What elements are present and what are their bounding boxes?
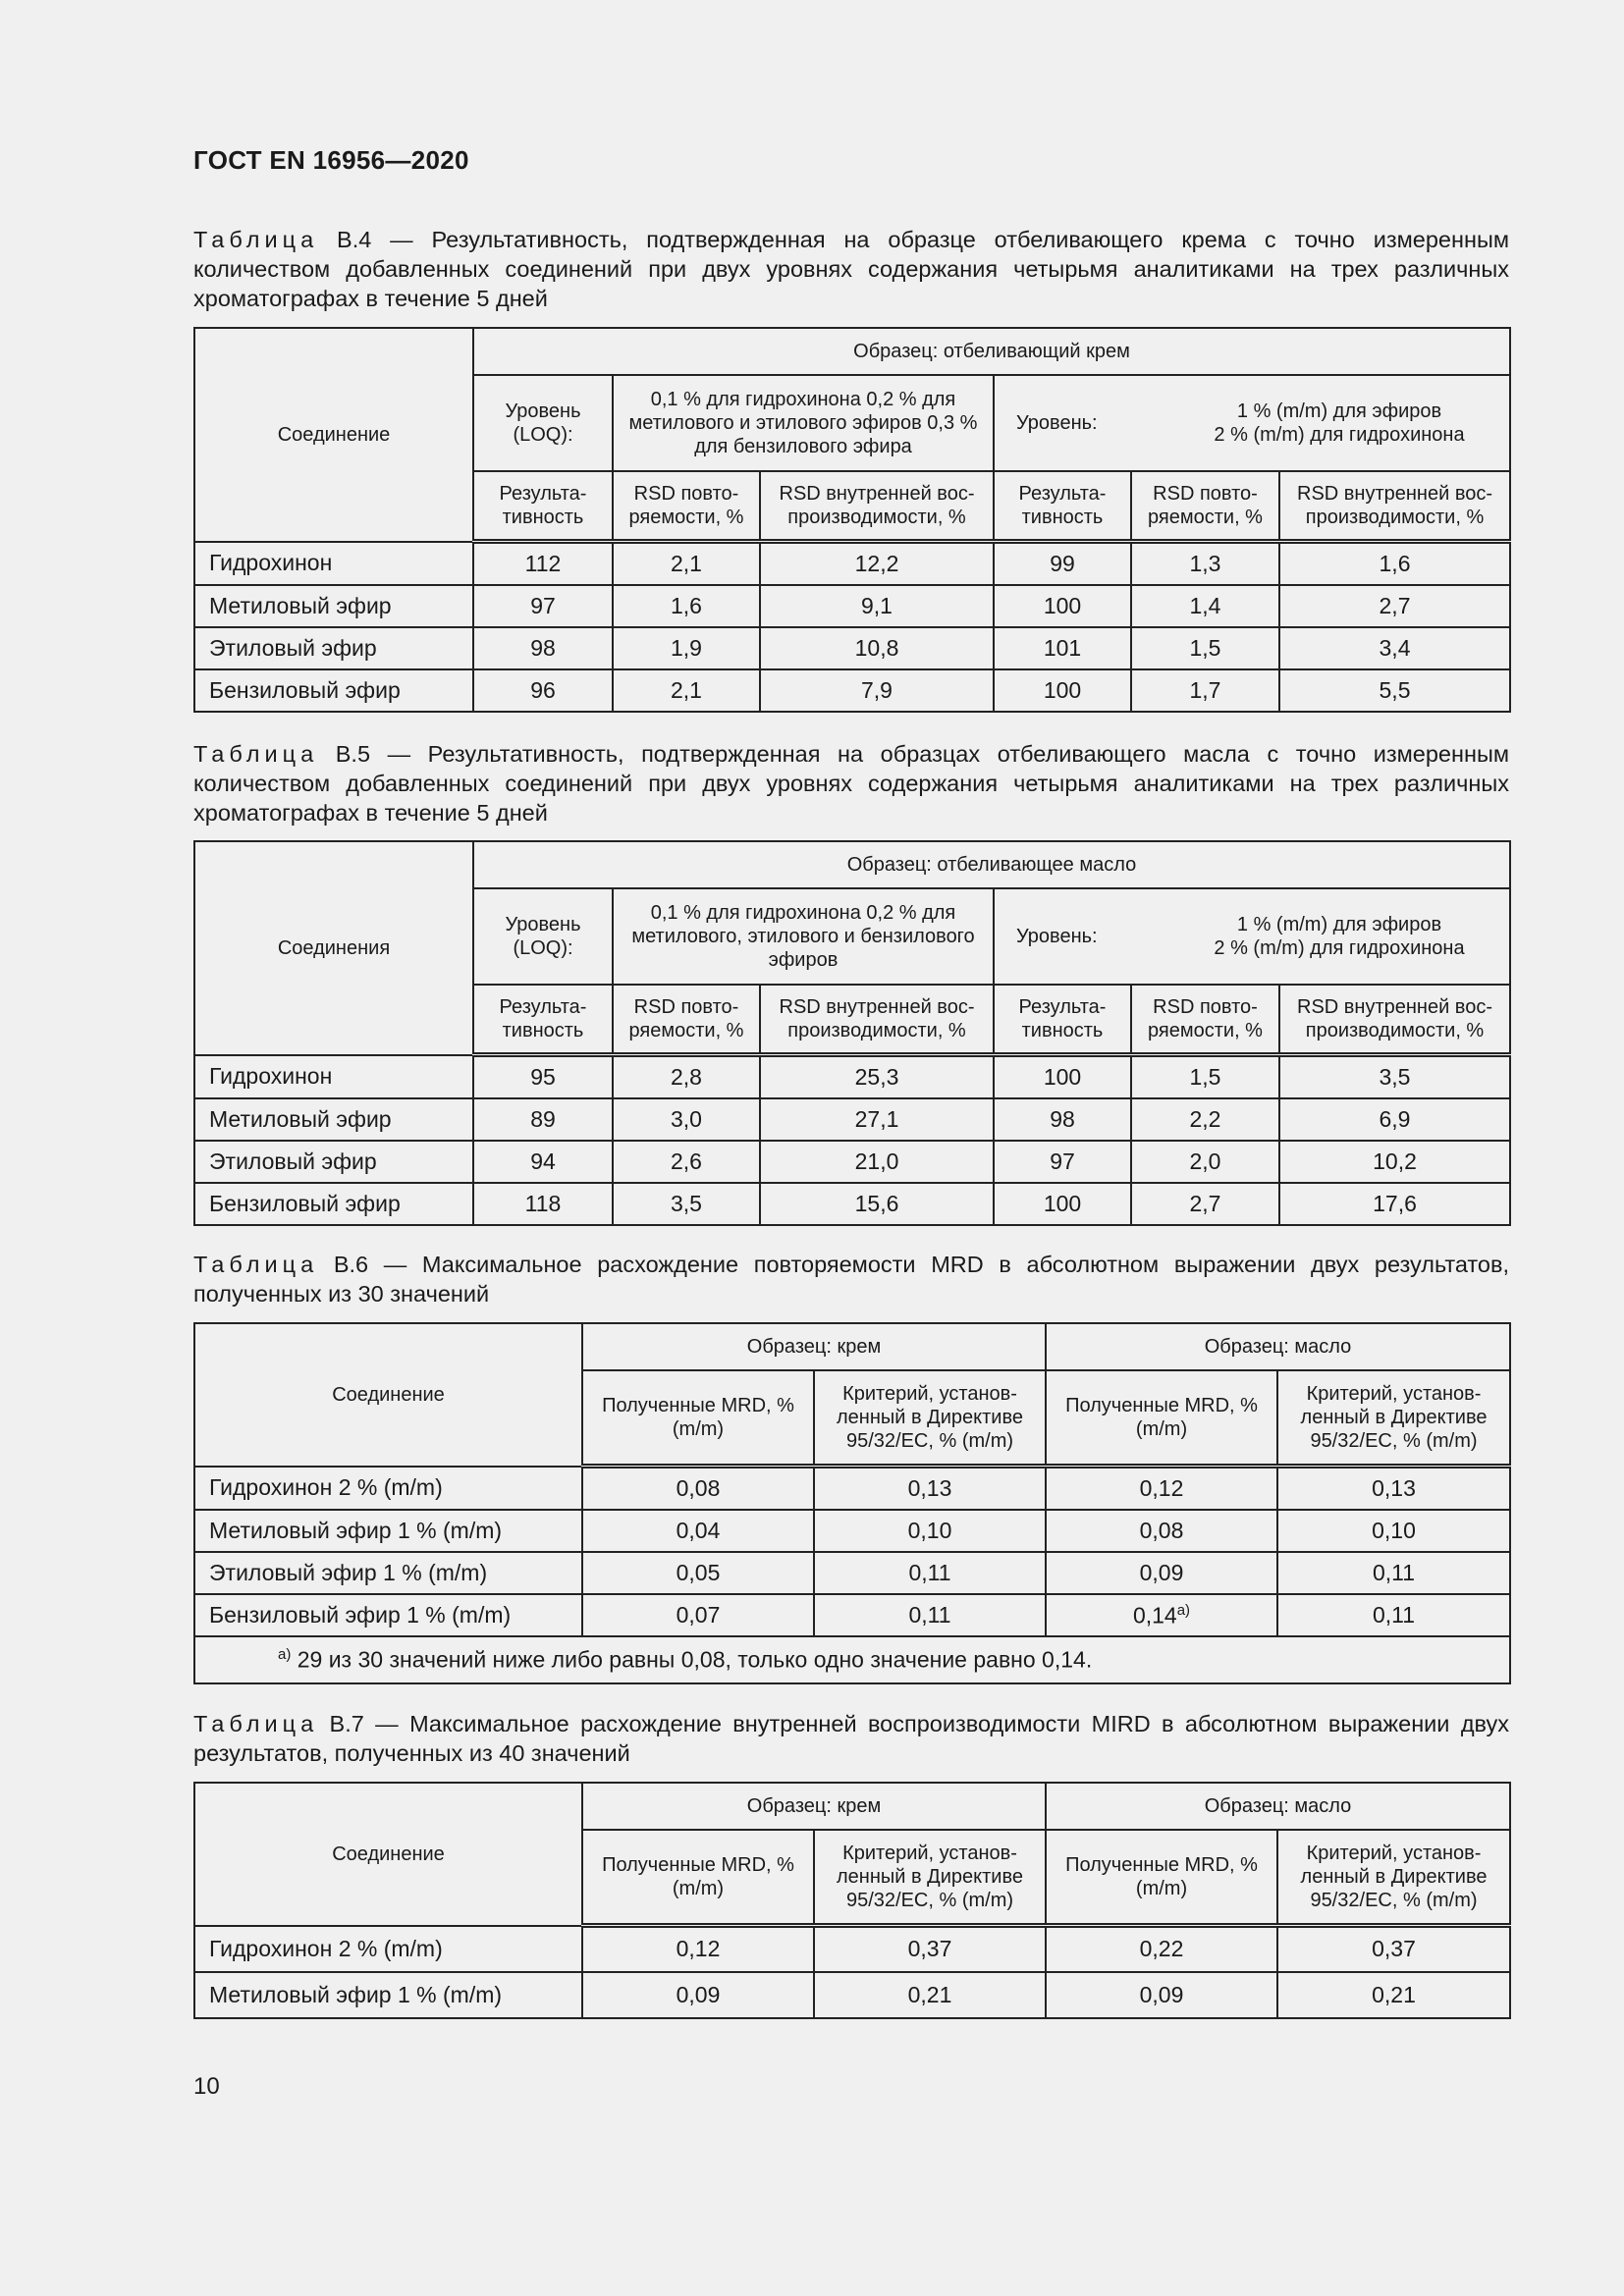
cell: 10,2 (1279, 1141, 1510, 1183)
page-number: 10 (193, 2073, 220, 2100)
cell: 25,3 (760, 1055, 994, 1099)
table-row (194, 1972, 1510, 2018)
cell: 15,6 (760, 1183, 994, 1225)
level-high (994, 888, 1510, 985)
table-b7-caption (193, 1709, 1509, 1768)
row-compound: Бензиловый эфир 1 % (m/m) (194, 1594, 582, 1636)
col-criterion: Критерий, установ-ленный в Директиве 95/32/EC, % (m/m) (814, 1370, 1046, 1467)
level-label-loq: Уровень (LOQ): (473, 888, 613, 985)
table-b7 (193, 1782, 1511, 2019)
table-b4 (193, 327, 1511, 713)
table-row (194, 1926, 1510, 1972)
level-value-high-1: 1 % (m/m) для эфиров (1236, 400, 1442, 422)
cell: 1,3 (1131, 542, 1279, 586)
cell: 10,8 (760, 627, 994, 669)
cell: 0,22 (1046, 1926, 1277, 1972)
table-b4-caption (193, 225, 1509, 313)
cell: 2,1 (613, 669, 760, 712)
table-row (194, 1594, 1510, 1636)
table-b4-caption-label: Таблица (193, 227, 319, 252)
table-b5-caption-text: В.5 — Результативность, подтвержденная на образцах отбеливающего масла с точно измеренным количеством добавленных соединений при двух уровнях содержания четырьмя аналитиками на трех различных хроматографах в течение 5 дней (193, 741, 1509, 826)
table-row (194, 1510, 1510, 1552)
cell: 2,8 (613, 1055, 760, 1099)
row-compound: Метиловый эфир 1 % (m/m) (194, 1510, 582, 1552)
cell: 3,5 (1279, 1055, 1510, 1099)
row-compound: Этиловый эфир 1 % (m/m) (194, 1552, 582, 1594)
table-b6-caption-label: Таблица (193, 1252, 319, 1277)
cell: 0,37 (1277, 1926, 1510, 1972)
cell: 101 (994, 627, 1131, 669)
table-row (194, 1183, 1510, 1225)
cell: 97 (994, 1141, 1131, 1183)
cell: 0,11 (814, 1552, 1046, 1594)
cell: 0,13 (814, 1467, 1046, 1511)
row-compound: Гидрохинон 2 % (m/m) (194, 1467, 582, 1511)
table-footnote (194, 1636, 1510, 1683)
col-criterion: Критерий, установ-ленный в Директиве 95/32/EC, % (m/m) (1277, 1830, 1510, 1926)
table-b7-caption-text: В.7 — Максимальное расхождение внутренней воспроизводимости MIRD в абсолютном выражении двух результатов, полученных из 40 значений (193, 1711, 1509, 1766)
cell: 1,5 (1131, 1055, 1279, 1099)
cell: 1,4 (1131, 585, 1279, 627)
table-row (194, 1552, 1510, 1594)
cell: 5,5 (1279, 669, 1510, 712)
table-row (194, 585, 1510, 627)
cell-value: 0,14 (1132, 1602, 1177, 1629)
table-row (194, 669, 1510, 712)
table-b7-caption-label: Таблица (193, 1711, 319, 1736)
cell: 89 (473, 1098, 613, 1141)
cell: 1,7 (1131, 669, 1279, 712)
col-rsd-intermediate: RSD внутренней вос-производимости, % (1279, 985, 1510, 1055)
cell: 100 (994, 669, 1131, 712)
table-b5 (193, 840, 1511, 1226)
cell: 95 (473, 1055, 613, 1099)
cell: 100 (994, 1055, 1131, 1099)
cell: 0,21 (1277, 1972, 1510, 2018)
footnote-mark: a) (278, 1646, 292, 1664)
cell: 118 (473, 1183, 613, 1225)
col-obtained-mrd: Полученные MRD, % (m/m) (582, 1370, 814, 1467)
level-value-loq: 0,1 % для гидрохинона 0,2 % для метилового и этилового эфиров 0,3 % для бензилового эфира (613, 375, 994, 471)
cell: 1,6 (613, 585, 760, 627)
row-compound: Гидрохинон (194, 542, 473, 586)
col-criterion: Критерий, установ-ленный в Директиве 95/32/EC, % (m/m) (814, 1830, 1046, 1926)
compound-header: Соединение (194, 1323, 582, 1467)
table-row (194, 1141, 1510, 1183)
table-row (194, 1098, 1510, 1141)
sample-header: Образец: отбеливающий крем (473, 328, 1510, 375)
cell: 9,1 (760, 585, 994, 627)
cell: 2,2 (1131, 1098, 1279, 1141)
table-b4-caption-text: В.4 — Результативность, подтвержденная на образце отбеливающего крема с точно измеренным количеством добавленных соединений при двух уровнях содержания четырьмя аналитиками на трех различных хроматографах в течение 5 дней (193, 227, 1509, 311)
sample-header: Образец: отбеливающее масло (473, 841, 1510, 888)
cell-with-footnote (1046, 1594, 1277, 1636)
col-result: Результа-тивность (473, 471, 613, 542)
col-obtained-mrd: Полученные MRD, % (m/m) (1046, 1370, 1277, 1467)
cell: 2,6 (613, 1141, 760, 1183)
cell: 12,2 (760, 542, 994, 586)
compound-header: Соединение (194, 328, 473, 542)
cream-header: Образец: крем (582, 1783, 1046, 1830)
table-row (194, 1055, 1510, 1099)
col-rsd-intermediate: RSD внутренней вос-производимости, % (760, 471, 994, 542)
level-value-high-2: 2 % (m/m) для гидрохинона (1214, 424, 1465, 446)
col-result: Результа-тивность (473, 985, 613, 1055)
col-rsd-intermediate: RSD внутренней вос-производимости, % (760, 985, 994, 1055)
oil-header: Образец: масло (1046, 1783, 1510, 1830)
cell: 0,37 (814, 1926, 1046, 1972)
cell: 100 (994, 585, 1131, 627)
cell: 21,0 (760, 1141, 994, 1183)
compound-header: Соединения (194, 841, 473, 1055)
col-obtained-mrd: Полученные MRD, % (m/m) (1046, 1830, 1277, 1926)
cell: 2,1 (613, 542, 760, 586)
cell: 96 (473, 669, 613, 712)
level-label-high: Уровень: (1016, 412, 1098, 434)
cell: 0,09 (1046, 1552, 1277, 1594)
cell: 0,07 (582, 1594, 814, 1636)
table-b6-caption-text: В.6 — Максимальное расхождение повторяемости MRD в абсолютном выражении двух результатов, полученных из 30 значений (193, 1252, 1509, 1307)
cell: 0,12 (582, 1926, 814, 1972)
col-result: Результа-тивность (994, 985, 1131, 1055)
cell: 0,08 (582, 1467, 814, 1511)
row-compound: Этиловый эфир (194, 1141, 473, 1183)
cell: 0,21 (814, 1972, 1046, 2018)
cell: 27,1 (760, 1098, 994, 1141)
col-result: Результа-тивность (994, 471, 1131, 542)
table-row (194, 1467, 1510, 1511)
cell: 0,11 (1277, 1552, 1510, 1594)
level-value-loq: 0,1 % для гидрохинона 0,2 % для метилового, этилового и бензилового эфиров (613, 888, 994, 985)
table-b6-caption (193, 1250, 1509, 1308)
cell: 0,08 (1046, 1510, 1277, 1552)
col-rsd-intermediate: RSD внутренней вос-производимости, % (1279, 471, 1510, 542)
row-compound: Этиловый эфир (194, 627, 473, 669)
cell: 98 (473, 627, 613, 669)
cell: 0,13 (1277, 1467, 1510, 1511)
col-criterion: Критерий, установ-ленный в Директиве 95/32/EC, % (m/m) (1277, 1370, 1510, 1467)
cell: 0,11 (814, 1594, 1046, 1636)
cell: 0,05 (582, 1552, 814, 1594)
row-compound: Бензиловый эфир (194, 1183, 473, 1225)
col-rsd-repeatability: RSD повто-ряемости, % (1131, 985, 1279, 1055)
cell: 0,10 (814, 1510, 1046, 1552)
row-compound: Бензиловый эфир (194, 669, 473, 712)
level-value-high-1: 1 % (m/m) для эфиров (1236, 914, 1442, 935)
cell: 3,5 (613, 1183, 760, 1225)
document-header: ГОСТ EN 16956—2020 (193, 145, 469, 175)
cell: 3,4 (1279, 627, 1510, 669)
oil-header: Образец: масло (1046, 1323, 1510, 1370)
cell: 0,04 (582, 1510, 814, 1552)
row-compound: Гидрохинон 2 % (m/m) (194, 1926, 582, 1972)
row-compound: Метиловый эфир (194, 1098, 473, 1141)
cell: 100 (994, 1183, 1131, 1225)
row-compound: Гидрохинон (194, 1055, 473, 1099)
col-obtained-mrd: Полученные MRD, % (m/m) (582, 1830, 814, 1926)
cell: 7,9 (760, 669, 994, 712)
cell: 1,5 (1131, 627, 1279, 669)
col-rsd-repeatability: RSD повто-ряемости, % (613, 985, 760, 1055)
cell: 98 (994, 1098, 1131, 1141)
col-rsd-repeatability: RSD повто-ряемости, % (613, 471, 760, 542)
cell: 99 (994, 542, 1131, 586)
footnote-marker: a) (1176, 1601, 1191, 1619)
cell: 1,6 (1279, 542, 1510, 586)
table-row (194, 542, 1510, 586)
cell: 0,09 (1046, 1972, 1277, 2018)
cell: 112 (473, 542, 613, 586)
cell: 0,10 (1277, 1510, 1510, 1552)
table-b5-caption-label: Таблица (193, 741, 319, 767)
table-b5-caption (193, 739, 1509, 828)
cell: 97 (473, 585, 613, 627)
row-compound: Метиловый эфир (194, 585, 473, 627)
table-row (194, 627, 1510, 669)
table-b6 (193, 1322, 1511, 1684)
cream-header: Образец: крем (582, 1323, 1046, 1370)
level-value-high-2: 2 % (m/m) для гидрохинона (1214, 937, 1465, 959)
cell: 0,09 (582, 1972, 814, 2018)
compound-header: Соединение (194, 1783, 582, 1926)
cell: 2,7 (1131, 1183, 1279, 1225)
cell: 3,0 (613, 1098, 760, 1141)
cell: 2,0 (1131, 1141, 1279, 1183)
row-compound: Метиловый эфир 1 % (m/m) (194, 1972, 582, 2018)
level-label-loq: Уровень (LOQ): (473, 375, 613, 471)
footnote-text: 29 из 30 значений ниже либо равны 0,08, только одно значение равно 0,14. (291, 1646, 1093, 1673)
level-high (994, 375, 1510, 471)
col-rsd-repeatability: RSD повто-ряемости, % (1131, 471, 1279, 542)
cell: 94 (473, 1141, 613, 1183)
cell: 1,9 (613, 627, 760, 669)
level-label-high: Уровень: (1016, 926, 1098, 947)
cell: 17,6 (1279, 1183, 1510, 1225)
cell: 6,9 (1279, 1098, 1510, 1141)
cell: 2,7 (1279, 585, 1510, 627)
cell: 0,12 (1046, 1467, 1277, 1511)
cell: 0,11 (1277, 1594, 1510, 1636)
